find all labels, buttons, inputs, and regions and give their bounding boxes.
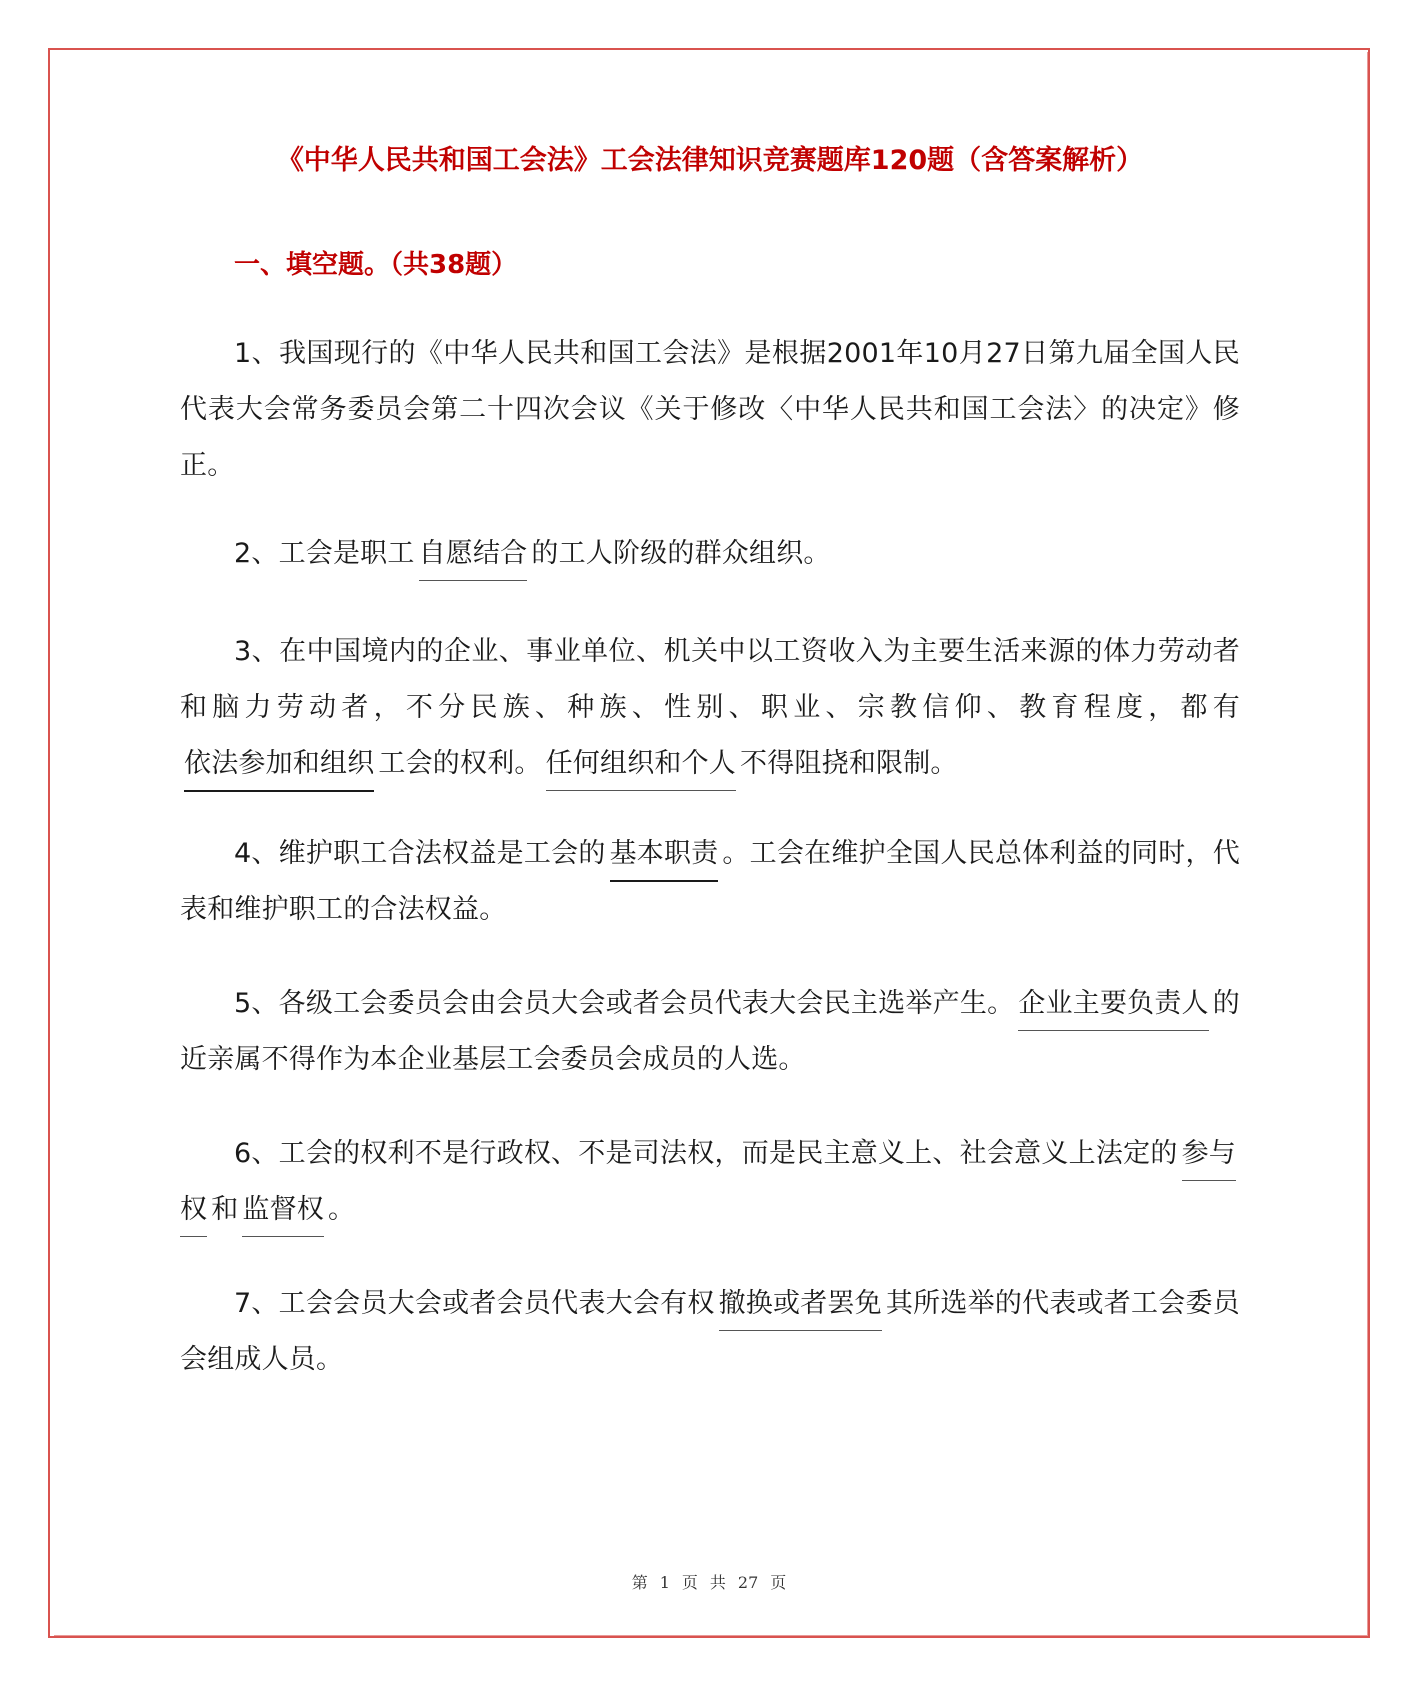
- footer-total-pages: 27: [737, 1573, 759, 1592]
- question-1-text: 1、我国现行的《中华人民共和国工会法》是根据2001年10月27日第九届全国人民代表大会常务委员会第二十四次会议《关于修改〈中华人民共和国工会法〉的决定》修正。: [180, 338, 1240, 481]
- footer-total-word: 共: [709, 1573, 726, 1592]
- question-5-before: 5、各级工会委员会由会员大会或者会员代表大会民主选举产生。: [234, 988, 1015, 1019]
- question-3-answer-1: 依法参加和组织: [184, 744, 374, 792]
- question-2-before: 2、工会是职工: [234, 538, 415, 569]
- question-7: [180, 1276, 1240, 1388]
- question-4-after: 。工会在维护全国人民总体利益的同时，代表和维护职工的合法权益。: [180, 838, 1240, 925]
- question-4-answer: 基本职责: [610, 834, 719, 882]
- question-4: [180, 826, 1240, 938]
- question-7-after: 其所选举的代表或者工会委员会组成人员。: [180, 1288, 1240, 1375]
- question-6-answer-1b: 权: [180, 1190, 207, 1237]
- question-6-before: 6、工会的权利不是行政权、不是司法权，而是民主意义上、社会意义上法定的: [234, 1138, 1178, 1169]
- question-3-after: 不得阻挠和限制。: [740, 748, 958, 779]
- question-2-answer: 自愿结合: [419, 534, 528, 581]
- question-6-answer-1a: 参与: [1182, 1134, 1236, 1181]
- page-footer: [0, 1570, 1418, 1593]
- question-6: [180, 1126, 1240, 1238]
- question-5: [180, 976, 1240, 1088]
- question-2: [180, 526, 1240, 582]
- question-3: [180, 624, 1240, 792]
- question-1: [180, 326, 1240, 494]
- question-4-before: 4、维护职工合法权益是工会的: [234, 838, 606, 869]
- footer-page-word: 页: [681, 1573, 698, 1592]
- question-7-before: 7、工会会员大会或者会员代表大会有权: [234, 1288, 715, 1319]
- question-2-after: 的工人阶级的群众组织。: [531, 538, 831, 569]
- footer-suffix: 页: [770, 1573, 787, 1592]
- question-5-answer: 企业主要负责人: [1018, 984, 1208, 1031]
- question-3-before: 3、在中国境内的企业、事业单位、机关中以工资收入为主要生活来源的体力劳动者和脑力劳动者，不分民族、种族、性别、职业、宗教信仰、教育程度，都有: [180, 636, 1240, 723]
- question-3-answer-2: 任何组织和个人: [546, 744, 736, 791]
- question-6-answer-2: 监督权: [242, 1190, 324, 1237]
- document-title: 《中华人民共和国工会法》工会法律知识竞赛题库120题（含答案解析）: [276, 145, 1144, 176]
- question-3-middle: 工会的权利。: [378, 748, 542, 779]
- question-6-after: 。: [328, 1194, 356, 1225]
- footer-page-number: 1: [659, 1573, 670, 1592]
- footer-prefix: 第: [631, 1573, 648, 1592]
- question-7-answer: 撤换或者罢免: [719, 1284, 882, 1331]
- section-heading: 一、填空题。（共38题）: [234, 250, 518, 280]
- question-6-middle: 和: [211, 1194, 239, 1225]
- question-5-after: 的近亲属不得作为本企业基层工会委员会成员的人选。: [180, 988, 1240, 1075]
